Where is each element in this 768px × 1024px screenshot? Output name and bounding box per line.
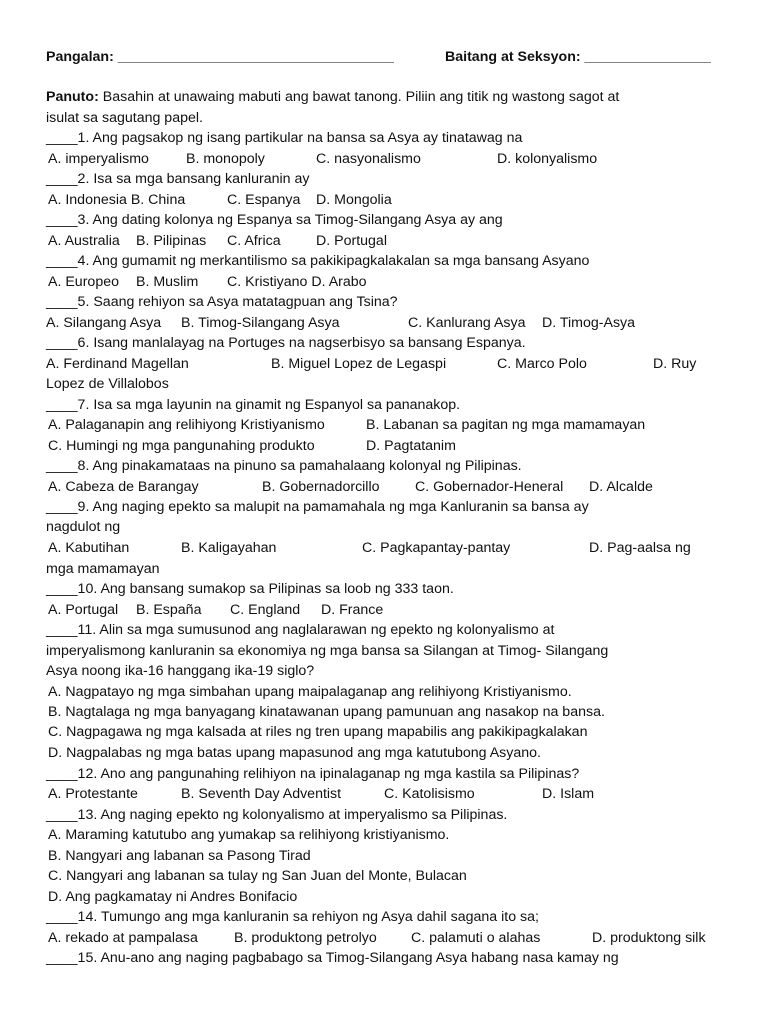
question-stem-cont: imperyalismong kanluranin sa ekonomiya ng mga bansa sa Silangan at Timog- Silangang (46, 643, 609, 659)
option-a: A. Kabutihan (48, 540, 130, 556)
option-a: A. rekado at pampalasa (48, 930, 198, 946)
option-b: B. Kaligayahan (181, 540, 277, 556)
name-field-label: Pangalan: ___________________________________ (46, 49, 394, 65)
option-d: D. Mongolia (316, 192, 392, 208)
question-stem: ____13. Ang naging epekto ng kolonyalismo at imperyalismo sa Pilipinas. (46, 807, 508, 823)
option-a: A. Palaganapin ang relihiyong Kristiyanismo (48, 417, 325, 433)
option-b: B. Nagtalaga ng mga banyagang kinatawanan upang pamunuan ang nasakop na bansa. (48, 704, 605, 720)
option-a: A. Cabeza de Barangay (48, 479, 199, 495)
option-d: D. Pagtatanim (366, 438, 456, 454)
question-stem: ____15. Anu-ano ang naging pagbabago sa Timog-Silangang Asya habang nasa kamay ng (46, 950, 619, 966)
option-b: B. Muslim (136, 274, 199, 290)
option-b: B. Gobernadorcillo (262, 479, 380, 495)
instructions (46, 88, 619, 106)
question-stem: ____14. Tumungo ang mga kanluranin sa rehiyon ng Asya dahil sagana ito sa; (46, 909, 539, 925)
option-b: B. Seventh Day Adventist (181, 786, 342, 802)
option-c: C. England (230, 602, 301, 618)
option-ab: A. Indonesia B. China (48, 192, 186, 208)
question-stem: ____1. Ang pagsakop ng isang partikular na bansa sa Asya ay tinatawag na (46, 130, 523, 146)
option-d: D. Nagpalabas ng mga batas upang mapasunod ang mga katutubong Asyano. (48, 745, 541, 761)
option-c: C. Kanlurang Asya (408, 315, 526, 331)
option-b: B. Timog-Silangang Asya (181, 315, 340, 331)
option-c: C. Marco Polo (497, 356, 587, 372)
option-d: D. kolonyalismo (497, 151, 598, 167)
question-stem-cont: nagdulot ng (46, 519, 121, 535)
option-a: A. Maraming katutubo ang yumakap sa relihiyong kristiyanismo. (48, 827, 450, 843)
option-b: B. Miguel Lopez de Legaspi (271, 356, 447, 372)
question-stem: ____8. Ang pinakamataas na pinuno sa pamahalaang kolonyal ng Pilipinas. (46, 458, 522, 474)
question-stem: ____10. Ang bansang sumakop sa Pilipinas sa loob ng 333 taon. (46, 581, 454, 597)
option-c: C. Africa (227, 233, 281, 249)
option-d-cont: mga mamamayan (46, 561, 160, 577)
option-a: A. imperyalismo (48, 151, 149, 167)
option-a: A. Australia (48, 233, 120, 249)
option-d: D. Portugal (316, 233, 387, 249)
option-b: B. Pilipinas (136, 233, 207, 249)
option-a: A. Silangang Asya (46, 315, 162, 331)
option-c: C. Nagpagawa ng mga kalsada at riles ng tren upang mapabilis ang pakikipagkalakan (48, 724, 588, 740)
option-b: B. monopoly (186, 151, 265, 167)
option-a: A. Protestante (48, 786, 138, 802)
question-stem: ____2. Isa sa mga bansang kanluranin ay (46, 171, 310, 187)
option-a: A. Portugal (48, 602, 119, 618)
option-d: D. Timog-Asya (542, 315, 636, 331)
option-a: A. Ferdinand Magellan (46, 356, 189, 372)
option-b: B. produktong petrolyo (234, 930, 377, 946)
question-stem: ____11. Alin sa mga sumusunod ang naglalarawan ng epekto ng kolonyalismo at (46, 622, 555, 638)
option-d: D. Pag-aalsa ng (589, 540, 691, 556)
option-c: C. Gobernador-Heneral (415, 479, 564, 495)
option-a: A. Nagpatayo ng mga simbahan upang maipalaganap ang relihiyong Kristiyanismo. (48, 684, 572, 700)
grade-section-field-label: Baitang at Seksyon: ________________ (445, 49, 711, 65)
option-d: D. Alcalde (589, 479, 653, 495)
question-stem-cont: Asya noong ika-16 hanggang ika-19 siglo? (46, 663, 315, 679)
option-c: C. Humingi ng mga pangunahing produkto (48, 438, 315, 454)
question-stem: ____6. Isang manlalayag na Portuges na nagserbisyo sa bansang Espanya. (46, 335, 526, 351)
option-d: D. produktong silk (592, 930, 706, 946)
option-c: C. nasyonalismo (316, 151, 421, 167)
option-c: C. palamuti o alahas (411, 930, 541, 946)
option-c: C. Katolisismo (384, 786, 475, 802)
option-b: B. España (136, 602, 202, 618)
option-b: B. Nangyari ang labanan sa Pasong Tirad (48, 848, 311, 864)
instructions-text: Basahin at unawaing mabuti ang bawat tanong. Piliin ang titik ng wastong sagot at (98, 89, 620, 105)
question-stem: ____9. Ang naging epekto sa malupit na pamamahala ng mga Kanluranin sa bansa ay (46, 499, 589, 515)
question-stem: ____3. Ang dating kolonya ng Espanya sa Timog-Silangang Asya ay ang (46, 212, 503, 228)
option-d: D. Ang pagkamatay ni Andres Bonifacio (48, 889, 298, 905)
option-d: D. France (321, 602, 384, 618)
question-stem: ____12. Ano ang pangunahing relihiyon na ipinalaganap ng mga kastila sa Pilipinas? (46, 766, 580, 782)
option-d-cont: Lopez de Villalobos (46, 376, 169, 392)
question-stem: ____7. Isa sa mga layunin na ginamit ng Espanyol sa pananakop. (46, 397, 461, 413)
question-stem: ____5. Saang rehiyon sa Asya matatagpuan ang Tsina? (46, 294, 398, 310)
option-d: D. Islam (542, 786, 595, 802)
option-b: B. Labanan sa pagitan ng mga mamamayan (366, 417, 646, 433)
option-c: C. Pagkapantay-pantay (362, 540, 511, 556)
option-cd: C. Kristiyano D. Arabo (227, 274, 367, 290)
instructions-label: Panuto: (46, 89, 99, 105)
option-d: D. Ruy (653, 356, 697, 372)
option-c: C. Espanya (227, 192, 301, 208)
question-stem: ____4. Ang gumamit ng merkantilismo sa pakikipagkalakalan sa mga bansang Asyano (46, 253, 590, 269)
option-c: C. Nangyari ang labanan sa tulay ng San Juan del Monte, Bulacan (48, 868, 467, 884)
option-a: A. Europeo (48, 274, 119, 290)
instructions-text-cont: isulat sa sagutang papel. (46, 110, 203, 126)
